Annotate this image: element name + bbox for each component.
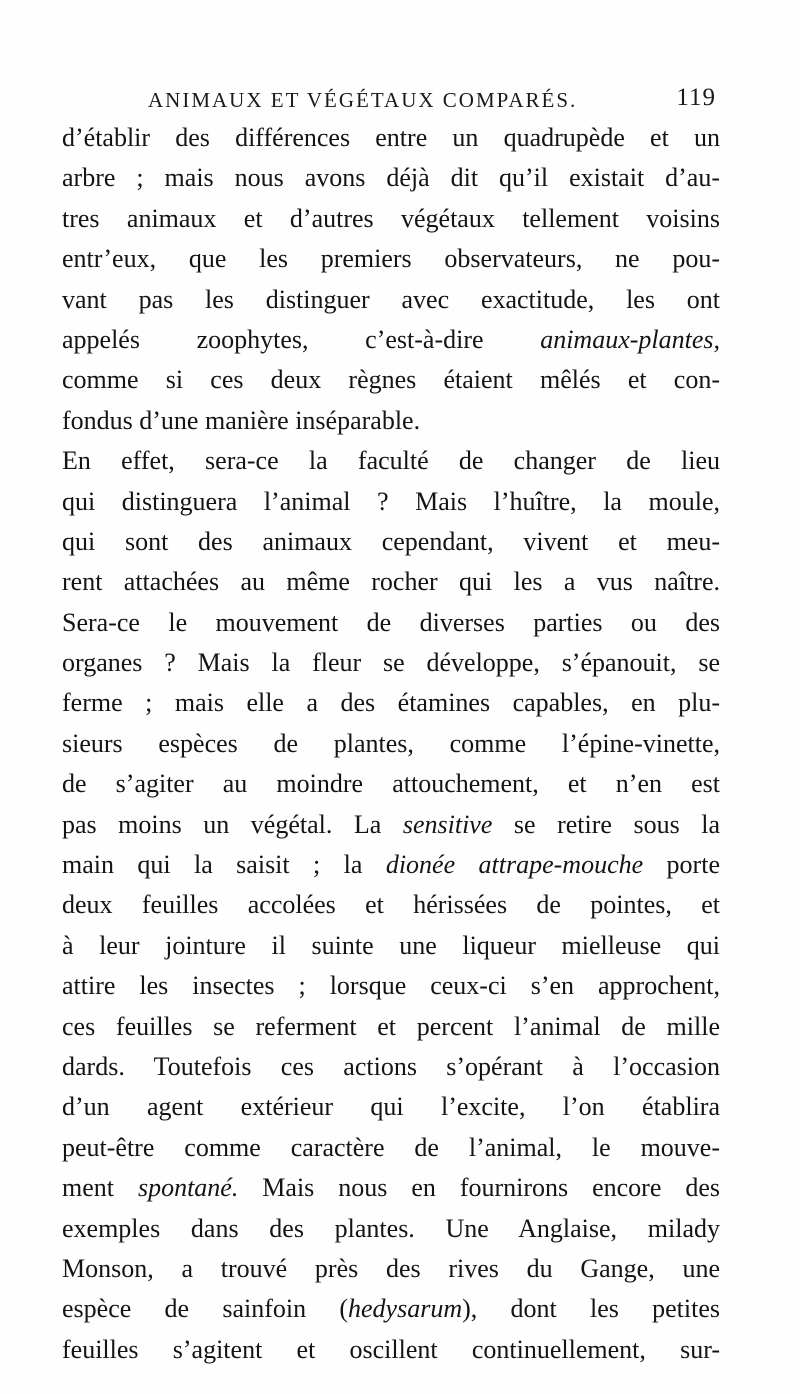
text-run: organes ? Mais la fleur se développe, s’épanouit, se (62, 648, 720, 678)
text-line (62, 441, 720, 481)
text-run: En effet, sera-ce la faculté de changer de lieu (62, 446, 720, 476)
text-line (62, 482, 720, 522)
italic-phrase: sensitive (402, 809, 493, 839)
text-line (62, 1007, 720, 1047)
text-line (62, 1087, 720, 1127)
text-line (62, 401, 720, 441)
body-text (62, 118, 720, 1370)
text-run: deux feuilles accolées et hérissées de pointes, et (62, 890, 720, 920)
text-line (62, 966, 720, 1006)
text-line (62, 360, 720, 400)
text-run: tres animaux et d’autres végétaux tellement voisins (62, 203, 720, 233)
text-line (62, 1209, 720, 1249)
text-run: ), dont les petites (462, 1294, 720, 1324)
text-run: ferme ; mais elle a des étamines capables, en plu- (62, 688, 720, 718)
text-run: feuilles s’agitent et oscillent continuellement, sur- (62, 1334, 720, 1364)
text-run: rent attachées au même rocher qui les a vus naître. (62, 567, 720, 597)
text-line (62, 158, 720, 198)
text-run: porte (643, 850, 720, 880)
text-line (62, 199, 720, 239)
text-line (62, 1128, 720, 1168)
text-line (62, 926, 720, 966)
text-line (62, 764, 720, 804)
text-line (62, 239, 720, 279)
text-run: appelés zoophytes, c’est-à-dire (62, 324, 541, 354)
text-run: Monson, a trouvé près des rives du Gange, une (62, 1253, 720, 1283)
page-number: 119 (676, 84, 716, 111)
text-line (62, 562, 720, 602)
text-line (62, 603, 720, 643)
text-line (62, 320, 720, 360)
text-run: qui sont des animaux cependant, vivent et meu- (62, 526, 720, 556)
text-run: ment (62, 1173, 138, 1203)
text-line (62, 885, 720, 925)
text-run: exemples dans des plantes. Une Anglaise, milady (62, 1213, 720, 1243)
text-run: comme si ces deux règnes étaient mêlés et con- (62, 365, 720, 395)
text-line (62, 643, 720, 683)
text-run: Mais nous en fournirons encore des (238, 1173, 720, 1203)
text-line (62, 1168, 720, 1208)
text-line (62, 1289, 720, 1329)
text-line (62, 845, 720, 885)
text-line (62, 280, 720, 320)
text-run: de s’agiter au moindre attouchement, et n’en est (62, 769, 720, 799)
text-run: se retire sous la (492, 809, 720, 839)
text-run: sieurs espèces de plantes, comme l’épine-vinette, (62, 728, 720, 758)
text-line (62, 724, 720, 764)
text-run: d’un agent extérieur qui l’excite, l’on établira (62, 1092, 720, 1122)
text-run: entr’eux, que les premiers observateurs, ne pou- (62, 244, 720, 274)
text-run: qui distinguera l’animal ? Mais l’huître, la moule, (62, 486, 720, 516)
text-run: fondus d’une manière inséparable. (62, 405, 421, 435)
text-run: arbre ; mais nous avons déjà dit qu’il existait d’au- (62, 163, 720, 193)
italic-phrase: spontané. (137, 1173, 239, 1203)
text-line (62, 522, 720, 562)
italic-phrase: hedysarum (348, 1294, 463, 1324)
running-head (148, 82, 716, 118)
text-run: Sera-ce le mouvement de diverses parties ou des (62, 607, 720, 637)
text-run: espèce de sainfoin ( (62, 1294, 348, 1324)
text-line (62, 805, 720, 845)
text-run: ces feuilles se referment et percent l’animal de mille (62, 1011, 720, 1041)
text-run: peut-être comme caractère de l’animal, le mouve- (62, 1132, 720, 1162)
italic-phrase: animaux-plantes, (540, 324, 720, 354)
text-run: vant pas les distinguer avec exactitude, les ont (62, 284, 720, 314)
text-run: d’établir des différences entre un quadrupède et un (62, 123, 720, 152)
running-title: ANIMAUX ET VÉGÉTAUX COMPARÉS. (148, 88, 578, 112)
italic-phrase: dionée attrape-mouche (385, 850, 644, 880)
text-line (62, 1330, 720, 1370)
text-run: main qui la saisit ; la (62, 850, 386, 880)
text-line (62, 1249, 720, 1289)
text-run: à leur jointure il suinte une liqueur mielleuse qui (62, 930, 720, 960)
text-line (62, 1047, 720, 1087)
text-line (62, 683, 720, 723)
text-line (62, 118, 720, 158)
text-run: dards. Toutefois ces actions s’opérant à l’occasion (62, 1051, 720, 1081)
text-run: pas moins un végétal. La (62, 809, 403, 839)
text-run: attire les insectes ; lorsque ceux-ci s’en approchent, (62, 971, 720, 1001)
